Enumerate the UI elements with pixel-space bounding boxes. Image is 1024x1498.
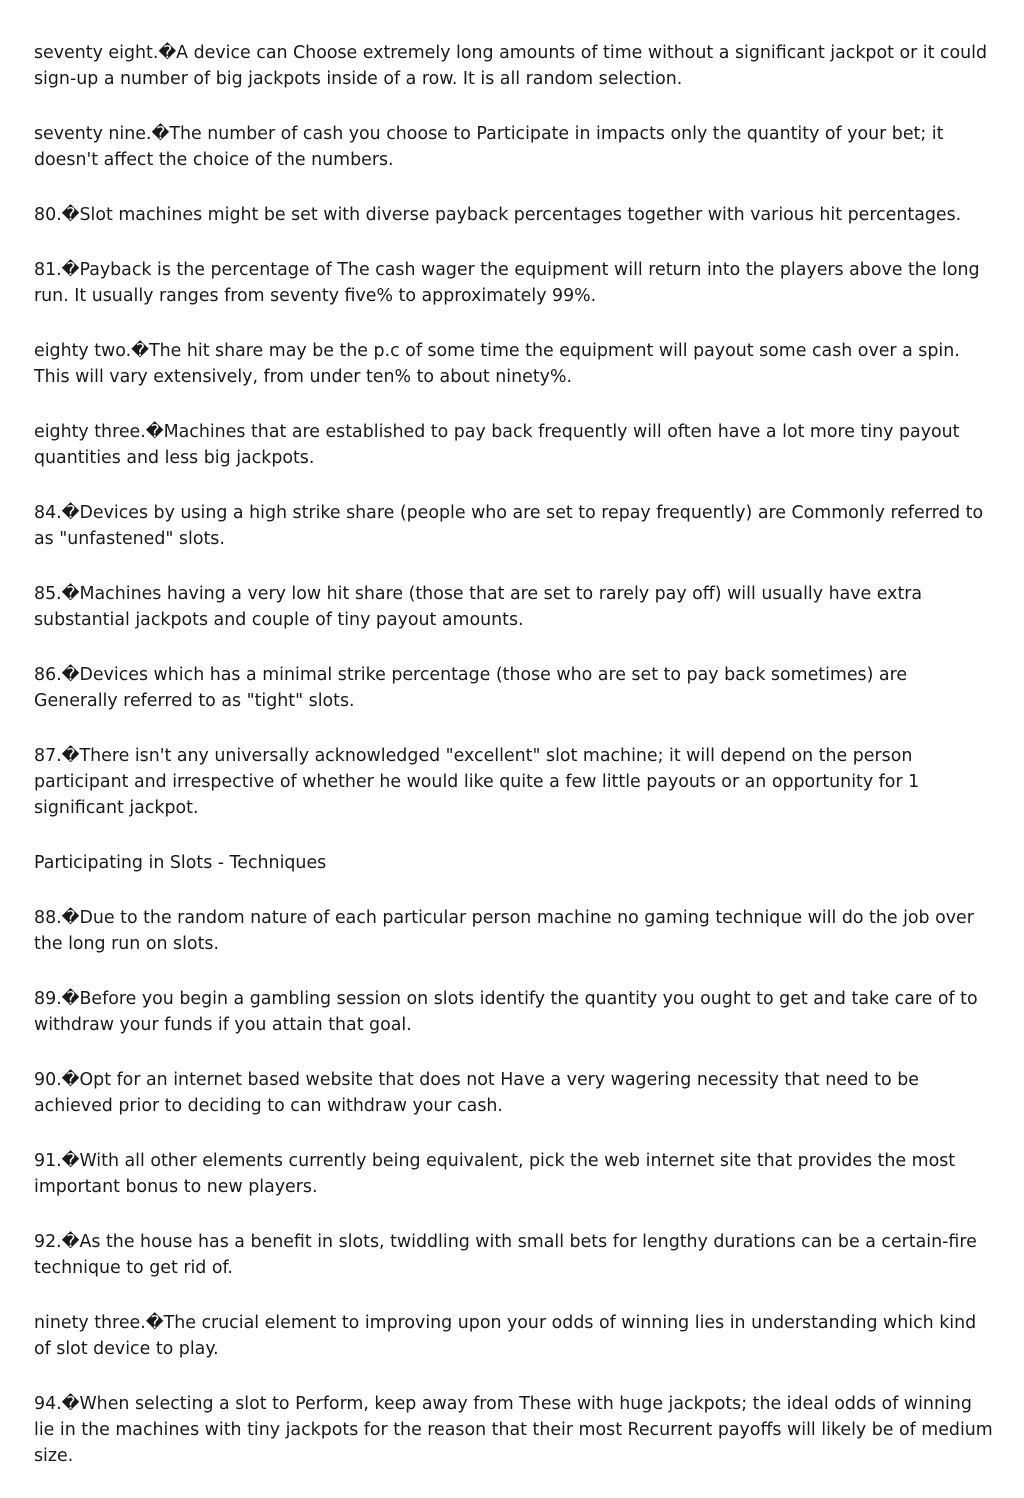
paragraph-93: ninety three.�The crucial element to improving upon your odds of winning lies in understanding which kind of slot device to play. [34, 1313, 977, 1359]
paragraph-82: eighty two.�The hit share may be the p.c of some time the equipment will payout some cash over a spin. This will vary extensively, from under ten% to about ninety%. [34, 341, 960, 387]
paragraph-90: 90.�Opt for an internet based website that does not Have a very wagering necessity that need to be achieved prior to deciding to can withdraw your cash. [34, 1070, 919, 1116]
paragraph-80: 80.�Slot machines might be set with diverse payback percentages together with various hit percentages. [34, 205, 962, 225]
paragraph-94: 94.�When selecting a slot to Perform, keep away from These with huge jackpots; the ideal odds of winning lie in the machines with tiny jackpots for the reason that their most Recurrent payoffs will likely be of medium size. [34, 1394, 993, 1466]
document-page [34, 40, 996, 1498]
paragraph-87: 87.�There isn't any universally acknowledged "excellent" slot machine; it will depend on the person participant and irrespective of whether he would like quite a few little payouts or an opportunity for 1 significant jackpot. [34, 746, 920, 818]
paragraph-92: 92.�As the house has a benefit in slots, twiddling with small bets for lengthy durations can be a certain-fire technique to get rid of. [34, 1232, 977, 1278]
paragraph-85: 85.�Machines having a very low hit share (those that are set to rarely pay off) will usually have extra substantial jackpots and couple of tiny payout amounts. [34, 584, 923, 630]
paragraph-83: eighty three.�Machines that are established to pay back frequently will often have a lot more tiny payout quantities and less big jackpots. [34, 422, 960, 468]
paragraph-89: 89.�Before you begin a gambling session on slots identify the quantity you ought to get and take care of to withdraw your funds if you attain that goal. [34, 989, 978, 1035]
paragraph-86: 86.�Devices which has a minimal strike percentage (those who are set to pay back sometimes) are Generally referred to as "tight" slots. [34, 665, 908, 711]
section-heading: Participating in Slots - Techniques [34, 853, 327, 873]
paragraph-78: seventy eight.�A device can Choose extremely long amounts of time without a significant jackpot or it could sign-up a number of big jackpots inside of a row. It is all random selection. [34, 43, 988, 89]
paragraph-91: 91.�With all other elements currently being equivalent, pick the web internet site that provides the most important bonus to new players. [34, 1151, 956, 1197]
paragraph-84: 84.�Devices by using a high strike share (people who are set to repay frequently) are Commonly referred to as "unfastened" slots. [34, 503, 984, 549]
paragraph-88: 88.�Due to the random nature of each particular person machine no gaming technique will do the job over the long run on slots. [34, 908, 974, 954]
paragraph-79: seventy nine.�The number of cash you choose to Participate in impacts only the quantity of your bet; it doesn't affect the choice of the numbers. [34, 124, 944, 170]
paragraph-81: 81.�Payback is the percentage of The cash wager the equipment will return into the players above the long run. It usually ranges from seventy five% to approximately 99%. [34, 260, 980, 306]
